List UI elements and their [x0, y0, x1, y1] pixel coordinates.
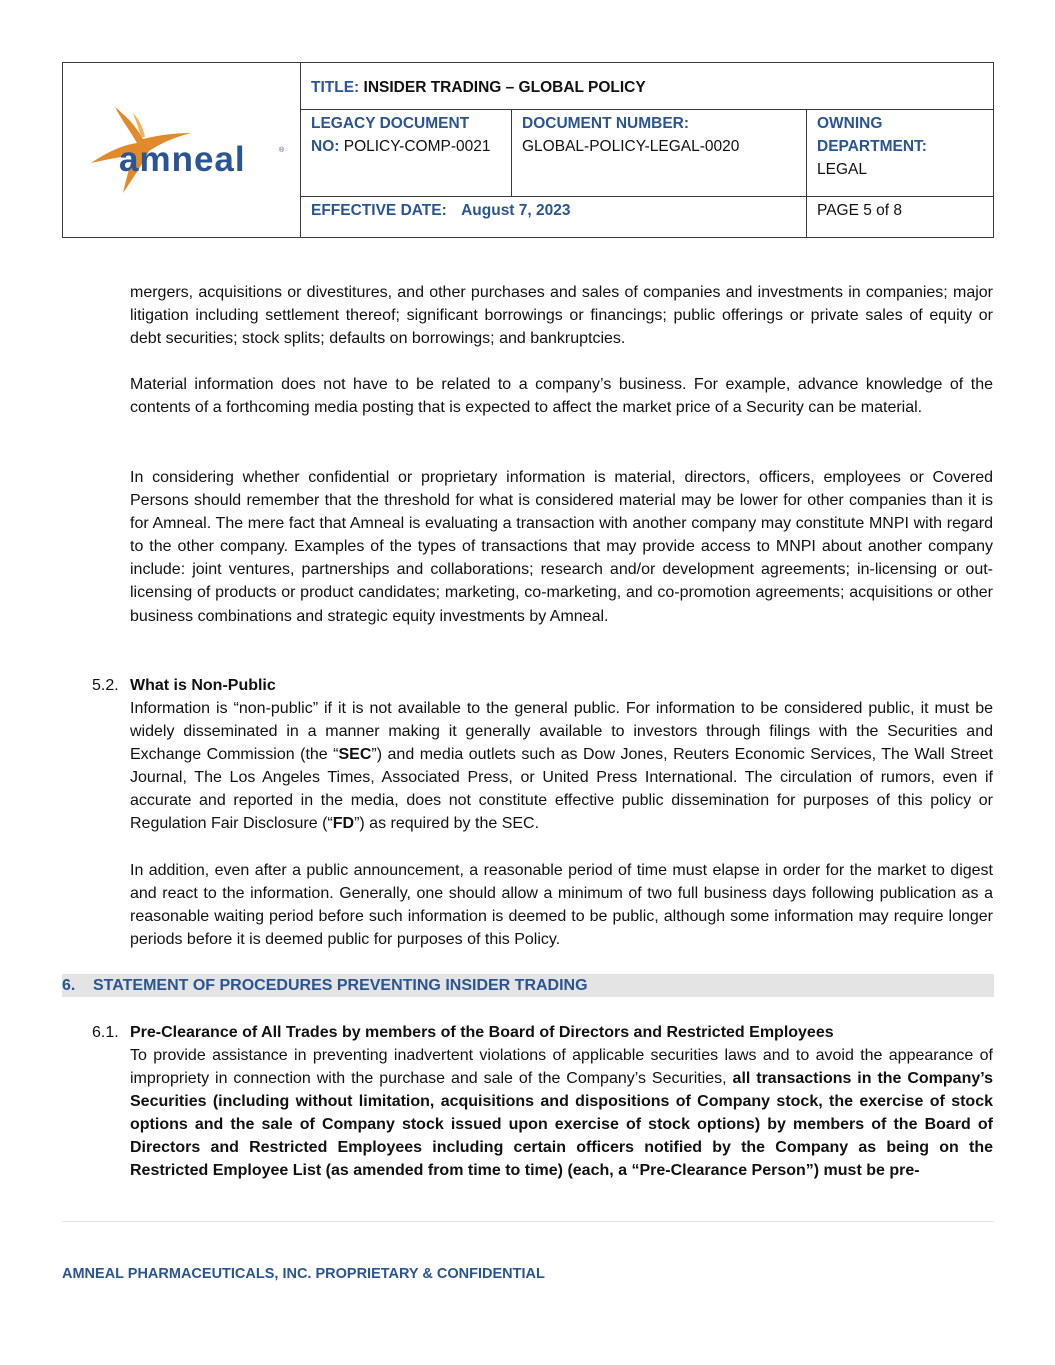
logo-cell: [63, 63, 301, 237]
owning-label: OWNING: [817, 115, 883, 132]
sec-term: SEC: [338, 746, 372, 764]
section-5-2-title: What is Non-Public: [130, 677, 276, 694]
department-label: DEPARTMENT:: [817, 138, 927, 155]
section-6-heading: [62, 974, 994, 997]
section-6-1-number: 6.1.: [92, 1024, 119, 1041]
fd-term: FD: [332, 815, 355, 833]
legacy-label: LEGACY DOCUMENT: [311, 115, 470, 132]
docnum-value: GLOBAL-POLICY-LEGAL-0020: [522, 138, 740, 155]
legacy-document-cell: [301, 110, 512, 197]
logo-wordmark: amneal: [119, 140, 246, 179]
document-number-cell: [512, 110, 807, 197]
title-cell: [301, 63, 993, 110]
paragraph-material-examples: mergers, acquisitions or divestitures, and other purchases and sales of companies and investments in companies; major litigation including settlement thereof; significant borrowings or financings; public offerings or private sales of equity or debt securities; stock splits; defaults on borrowings; and bankruptcies.: [130, 284, 993, 348]
page-number: PAGE 5 of 8: [817, 202, 903, 219]
docnum-label: DOCUMENT NUMBER:: [522, 115, 690, 132]
page-number-cell: [807, 197, 993, 237]
owning-department-cell: [807, 110, 993, 197]
section-6-title: STATEMENT OF PROCEDURES PREVENTING INSIDER TRADING: [93, 977, 588, 994]
paragraph-non-public-definition: Information is “non-public” if it is not available to the general public. For information to be considered public, it must be widely disseminated in a manner making it generally available to investors through filings with the Securities and Exchange Commission (the “SEC”) and media outlets such as Dow Jones, Reuters Economic Services, The Wall Street Journal, The Los Angeles Times, Associated Press, or United Press International. The circulation of rumors, even if accurate and reported in the media, does not constitute effective public dissemination for purposes of this policy or Regulation Fair Disclosure (“FD”) as required by the SEC.: [130, 700, 993, 833]
pre-clearance-bold-text: all transactions in the Company’s Securities (including without limitation, acquisitions and dispositions of Company stock, the exercise of stock options and the sale of Company stock issued upon exercise of stock options) by members of the Board of Directors and Restricted Employees including certain officers notified by the Company as being on the Restricted Employee List (as amended from time to time) (each, a “Pre-Clearance Person”) must be pre-: [130, 1070, 994, 1180]
title-label: TITLE:: [311, 79, 360, 96]
footer-confidential: AMNEAL PHARMACEUTICALS, INC. PROPRIETARY & CONFIDENTIAL: [62, 1266, 545, 1282]
amneal-logo: [63, 63, 301, 237]
paragraph-waiting-period: In addition, even after a public announcement, a reasonable period of time must elapse in order for the market to digest and react to the information. Generally, one should allow a minimum of two full business days following publication as a reasonable waiting period before such information is deemed to be public, although some information may require longer periods before it is deemed public for purposes of this Policy.: [130, 862, 993, 949]
document-header-table: [62, 62, 994, 238]
department-value: LEGAL: [817, 161, 867, 178]
title-value: INSIDER TRADING – GLOBAL POLICY: [363, 79, 646, 96]
section-6-1-title: Pre-Clearance of All Trades by members of the Board of Directors and Restricted Employees: [130, 1024, 834, 1041]
effective-value: August 7, 2023: [461, 202, 571, 219]
svg-text:®: ®: [279, 147, 285, 154]
section-5-2-number: 5.2.: [92, 677, 119, 694]
paragraph-considering-materiality: In considering whether confidential or proprietary information is material, directors, officers, employees or Covered Persons should remember that the threshold for what is considered material may be lower for other companies than it is for Amneal. The mere fact that Amneal is evaluating a transaction with another company may constitute MNPI with regard to the other company. Examples of the types of transactions that may provide access to MNPI about another company include: joint ventures, partnerships and collaborations; research and/or development agreements; in-licensing or out-licensing of products or product candidates; marketing, co-marketing, and co-promotion agreements; acquisitions or other business combinations and strategic equity investments by Amneal.: [130, 469, 993, 625]
section-6-number: 6.: [62, 977, 76, 994]
legacy-no-label: NO:: [311, 138, 340, 155]
legacy-value: POLICY-COMP-0021: [343, 138, 491, 155]
paragraph-pre-clearance: To provide assistance in preventing inadvertent violations of applicable securities laws and to avoid the appearance of impropriety in connection with the purchase and sale of the Company’s Securities, all transactions in the Company’s Securities (including without limitation, acquisitions and dispositions of Company stock, the exercise of stock options and the sale of Company stock issued upon exercise of stock options) by members of the Board of Directors and Restricted Employees including certain officers notified by the Company as being on the Restricted Employee List (as amended from time to time) (each, a “Pre-Clearance Person”) must be pre-: [130, 1047, 994, 1180]
effective-label: EFFECTIVE DATE:: [311, 202, 447, 219]
footer-divider: [62, 1221, 994, 1222]
effective-date-cell: [301, 197, 807, 237]
paragraph-material-not-business: Material information does not have to be related to a company’s business. For example, advance knowledge of the contents of a forthcoming media posting that is expected to affect the market price of a Security can be material.: [130, 376, 993, 417]
